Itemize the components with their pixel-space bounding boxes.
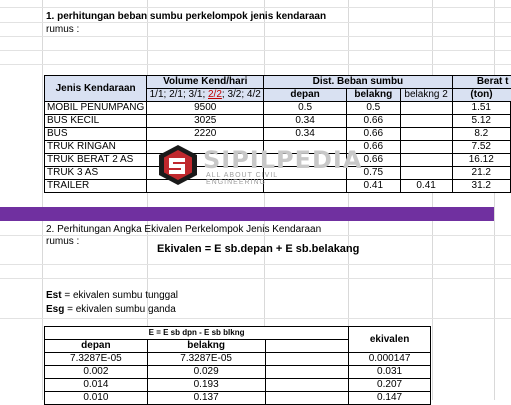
- volume-sub-part: 1/1; 2/1; 3/1;: [149, 89, 208, 100]
- est-text: = ekivalen sumbu tunggal: [61, 290, 179, 301]
- sipilpedia-logo-icon: [158, 144, 198, 186]
- section1-rumus: rumus :: [46, 24, 80, 35]
- cell-berat[interactable]: 7.52: [452, 141, 510, 154]
- cell-depan[interactable]: 7.3287E-05: [45, 353, 148, 366]
- section2-rumus: rumus :: [46, 236, 80, 247]
- cell-depan[interactable]: 0.5: [264, 102, 347, 115]
- esg-label: Esg: [46, 304, 65, 315]
- volume-sub-highlight: 2/2: [208, 89, 222, 100]
- esg-definition: [46, 303, 176, 316]
- ekivalen-formula: Ekivalen = E sb.depan + E sb.belakang: [157, 243, 360, 255]
- col-header-ekivalen[interactable]: ekivalen: [349, 327, 431, 353]
- cell-ekivalen[interactable]: 0.000147: [349, 353, 431, 366]
- col-header-depan[interactable]: depan: [264, 89, 347, 102]
- empty-cell[interactable]: [265, 366, 349, 379]
- sipilpedia-watermark: [158, 144, 363, 186]
- cell-belakng2[interactable]: [400, 141, 452, 154]
- table-row: [45, 115, 511, 128]
- cell-ekivalen[interactable]: 0.031: [349, 366, 431, 379]
- logo-tagline: ALL ABOUT CIVIL ENGINEERING: [206, 172, 278, 186]
- cell-volume[interactable]: 9500: [147, 102, 264, 115]
- table-row: [45, 392, 431, 405]
- col-header-volume[interactable]: Volume Kend/hari: [147, 76, 264, 89]
- empty-cell[interactable]: [265, 379, 349, 392]
- esg-text: = ekivalen sumbu ganda: [64, 304, 176, 315]
- cell-belakng2[interactable]: [400, 102, 452, 115]
- cell-belakng2[interactable]: [400, 128, 452, 141]
- volume-sub-part: ; 3/2; 4/2: [221, 89, 261, 100]
- cell-berat[interactable]: 16.12: [452, 154, 510, 167]
- col-header-jenis[interactable]: Jenis Kendaraan: [45, 76, 147, 102]
- empty-header-cell[interactable]: [265, 340, 349, 353]
- col-header-belakng[interactable]: belakng: [147, 340, 265, 353]
- est-definition: [46, 289, 178, 302]
- ekivalen-table: [44, 326, 431, 405]
- col-header-ton[interactable]: (ton): [452, 89, 510, 102]
- row-gridline: [0, 278, 511, 279]
- section1-title: 1. perhitungan beban sumbu perkelompok jenis kendaraan: [46, 11, 327, 22]
- col-header-dist[interactable]: Dist. Beban sumbu: [264, 76, 452, 89]
- cell-belakng[interactable]: 0.029: [147, 366, 265, 379]
- col-header-belakng[interactable]: belakng: [346, 89, 400, 102]
- est-label: Est: [46, 290, 62, 301]
- empty-cell[interactable]: [265, 392, 349, 405]
- cell-jenis[interactable]: MOBIL PENUMPANG: [45, 102, 147, 115]
- empty-cell[interactable]: [265, 353, 349, 366]
- cell-depan[interactable]: 0.34: [264, 128, 347, 141]
- cell-belakng[interactable]: 7.3287E-05: [147, 353, 265, 366]
- cell-belakng[interactable]: 0.41: [346, 180, 400, 193]
- row-gridline: [0, 264, 511, 265]
- column-gridline: [42, 0, 43, 400]
- row-gridline: [0, 64, 511, 65]
- cell-belakng2[interactable]: [400, 115, 452, 128]
- cell-jenis[interactable]: TRAILER: [45, 180, 147, 193]
- cell-berat[interactable]: 5.12: [452, 115, 510, 128]
- cell-volume[interactable]: 2220: [147, 128, 264, 141]
- table-row: [45, 353, 431, 366]
- cell-belakng[interactable]: 0.66: [346, 115, 400, 128]
- cell-jenis[interactable]: TRUK BERAT 2 AS: [45, 154, 147, 167]
- cell-belakng[interactable]: 0.193: [147, 379, 265, 392]
- col-header-berat[interactable]: Berat t: [452, 76, 510, 89]
- cell-belakng[interactable]: 0.5: [346, 102, 400, 115]
- cell-belakng2[interactable]: 0.41: [400, 180, 452, 193]
- column-gridline: [432, 0, 433, 400]
- cell-berat[interactable]: 8.2: [452, 128, 510, 141]
- row-gridline: [0, 50, 511, 51]
- cell-depan[interactable]: 0.34: [264, 115, 347, 128]
- cell-ekivalen[interactable]: 0.207: [349, 379, 431, 392]
- logo-name: SIPILPEDIA: [203, 146, 363, 174]
- cell-depan[interactable]: 0.010: [45, 392, 148, 405]
- cell-depan[interactable]: 0.014: [45, 379, 148, 392]
- table-row: [45, 366, 431, 379]
- cell-belakng[interactable]: 0.75: [346, 167, 400, 180]
- cell-depan[interactable]: 0.002: [45, 366, 148, 379]
- cell-berat[interactable]: 21.2: [452, 167, 510, 180]
- cell-belakng[interactable]: 0.137: [147, 392, 265, 405]
- table-row: [45, 379, 431, 392]
- formula-header[interactable]: E = E sb dpn - E sb blkng: [45, 327, 349, 340]
- cell-belakng2[interactable]: [400, 154, 452, 167]
- section-divider-bar: [0, 207, 494, 221]
- table-row: [45, 102, 511, 115]
- cell-berat[interactable]: 1.51: [452, 102, 510, 115]
- row-gridline: [0, 318, 511, 319]
- cell-jenis[interactable]: BUS KECIL: [45, 115, 147, 128]
- cell-berat[interactable]: 31.2: [452, 180, 510, 193]
- cell-belakng[interactable]: 0.66: [346, 154, 400, 167]
- cell-volume[interactable]: 3025: [147, 115, 264, 128]
- column-gridline: [494, 0, 495, 400]
- cell-belakng[interactable]: 0.66: [346, 128, 400, 141]
- col-header-volume-sub[interactable]: [147, 89, 264, 102]
- cell-jenis[interactable]: TRUK RINGAN: [45, 141, 147, 154]
- row-gridline: [0, 36, 511, 37]
- col-header-depan[interactable]: depan: [45, 340, 148, 353]
- row-gridline: [0, 7, 511, 8]
- col-header-belakng2[interactable]: belakng 2: [400, 89, 452, 102]
- cell-jenis[interactable]: TRUK 3 AS: [45, 167, 147, 180]
- section2-title: 2. Perhitungan Angka Ekivalen Perkelompok Jenis Kendaraan: [46, 224, 322, 235]
- cell-jenis[interactable]: BUS: [45, 128, 147, 141]
- cell-belakng2[interactable]: [400, 167, 452, 180]
- table-row: [45, 128, 511, 141]
- cell-belakng[interactable]: 0.66: [346, 141, 400, 154]
- cell-ekivalen[interactable]: 0.147: [349, 392, 431, 405]
